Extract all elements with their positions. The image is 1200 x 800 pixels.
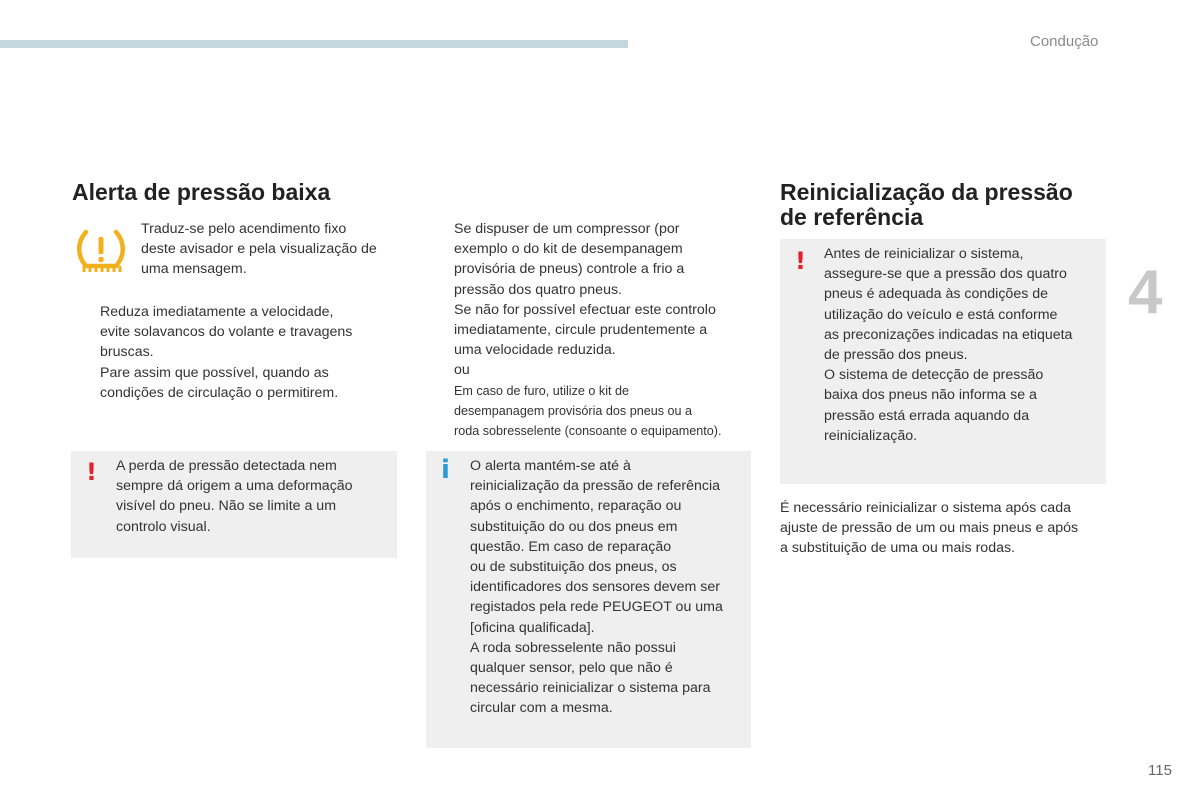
text-line: qualquer sensor, pelo que não é bbox=[470, 660, 673, 677]
text-line: bruscas. bbox=[100, 344, 154, 361]
header-bar bbox=[0, 40, 628, 48]
text-line: reinicialização da pressão de referência bbox=[470, 478, 720, 495]
text-line: necessário reinicializar o sistema para bbox=[470, 680, 711, 697]
left-bullets bbox=[72, 302, 402, 403]
text-line: pressão está errada aquando da bbox=[824, 407, 1030, 424]
exclamation-icon: ! bbox=[795, 247, 806, 275]
text-line: baixa dos pneus não informa se a bbox=[824, 387, 1037, 404]
text-line: ou de substituição dos pneus, os bbox=[470, 559, 677, 576]
text-line: utilização do veículo e está conforme bbox=[824, 306, 1058, 323]
text-line: registados pela rede PEUGEOT ou uma bbox=[470, 599, 723, 616]
text-line: provisória de pneus) controle a frio a bbox=[454, 261, 685, 278]
list-item bbox=[426, 219, 756, 381]
text-line: as preconizações indicadas na etiqueta bbox=[824, 326, 1073, 343]
right-title-line-1: Reinicialização da pressão bbox=[780, 179, 1073, 205]
right-warning-box bbox=[780, 239, 1106, 484]
text-line: Se não for possível efectuar este controlo bbox=[454, 301, 716, 318]
text-line: sempre dá origem a uma deformação bbox=[116, 478, 353, 495]
text-line: A perda de pressão detectada nem bbox=[116, 458, 337, 474]
text-line: [oficina qualificada]. bbox=[470, 619, 595, 636]
middle-info-box bbox=[426, 451, 751, 748]
text-line: uma mensagem. bbox=[141, 261, 247, 278]
text-line: de pressão dos pneus. bbox=[824, 347, 968, 364]
left-intro bbox=[141, 219, 411, 280]
text-line: identificadores dos sensores devem ser bbox=[470, 579, 720, 596]
text-line: condições de circulação o permitirem. bbox=[100, 384, 339, 401]
right-paragraph bbox=[780, 498, 1115, 559]
text-line: controlo visual. bbox=[116, 518, 211, 535]
text-line: ou bbox=[454, 362, 470, 379]
right-title-line-2: de referência bbox=[780, 204, 924, 230]
text-line: imediatamente, circule prudentemente a bbox=[454, 322, 708, 339]
text-line: Se dispuser de um compressor (por bbox=[454, 221, 680, 237]
text-line: pressão dos quatro pneus. bbox=[454, 281, 622, 298]
section-label: Condução bbox=[1030, 33, 1099, 50]
tire-pressure-warning-icon bbox=[76, 226, 126, 274]
left-title: Alerta de pressão baixa bbox=[72, 179, 331, 205]
page-number: 115 bbox=[1148, 762, 1172, 779]
text-line: evite solavancos do volante e travagens bbox=[100, 324, 353, 341]
info-text bbox=[470, 456, 748, 719]
text-line: Antes de reinicializar o sistema, bbox=[824, 246, 1024, 262]
text-line: Traduz-se pelo acendimento fixo bbox=[141, 221, 347, 237]
text-line: reinicialização. bbox=[824, 427, 918, 444]
text-line: uma velocidade reduzida. bbox=[454, 342, 616, 359]
list-item bbox=[426, 381, 756, 441]
text-line: A roda sobresselente não possui bbox=[470, 639, 676, 656]
text-line: roda sobresselente (consoante o equipamento). bbox=[454, 423, 722, 438]
text-line: exemplo o do kit de desempanagem bbox=[454, 241, 683, 258]
text-line: assegure-se que a pressão dos quatro bbox=[824, 266, 1067, 283]
warning-text bbox=[116, 456, 391, 537]
text-line: questão. Em caso de reparação bbox=[470, 538, 672, 555]
text-line: ajuste de pressão de um ou mais pneus e após bbox=[780, 520, 1079, 537]
info-icon: i bbox=[441, 455, 450, 485]
text-line: substituição do ou dos pneus em bbox=[470, 518, 678, 535]
text-line: Reduza imediatamente a velocidade, bbox=[100, 304, 334, 320]
exclamation-icon: ! bbox=[86, 458, 97, 486]
text-line: É necessário reinicializar o sistema após cada bbox=[780, 500, 1071, 516]
text-line: O alerta mantém-se até à bbox=[470, 458, 631, 474]
list-item bbox=[72, 302, 402, 363]
list-item bbox=[72, 363, 402, 403]
warning-text bbox=[824, 244, 1104, 446]
text-line: Pare assim que possível, quando as bbox=[100, 364, 329, 381]
left-warning-box bbox=[71, 451, 397, 558]
text-line: circular com a mesma. bbox=[470, 700, 613, 717]
text-line: visível do pneu. Não se limite a um bbox=[116, 498, 337, 515]
text-line: a substituição de uma ou mais rodas. bbox=[780, 540, 1016, 557]
middle-bullets bbox=[426, 219, 756, 441]
text-line: deste avisador e pela visualização de bbox=[141, 241, 377, 258]
text-line: pneus é adequada às condições de bbox=[824, 286, 1049, 303]
text-line: Em caso de furo, utilize o kit de bbox=[454, 383, 629, 398]
text-line: O sistema de detecção de pressão bbox=[824, 367, 1044, 384]
chapter-number: 4 bbox=[1128, 258, 1163, 327]
text-line: desempanagem provisória dos pneus ou a bbox=[454, 403, 693, 418]
text-line: após o enchimento, reparação ou bbox=[470, 498, 682, 515]
